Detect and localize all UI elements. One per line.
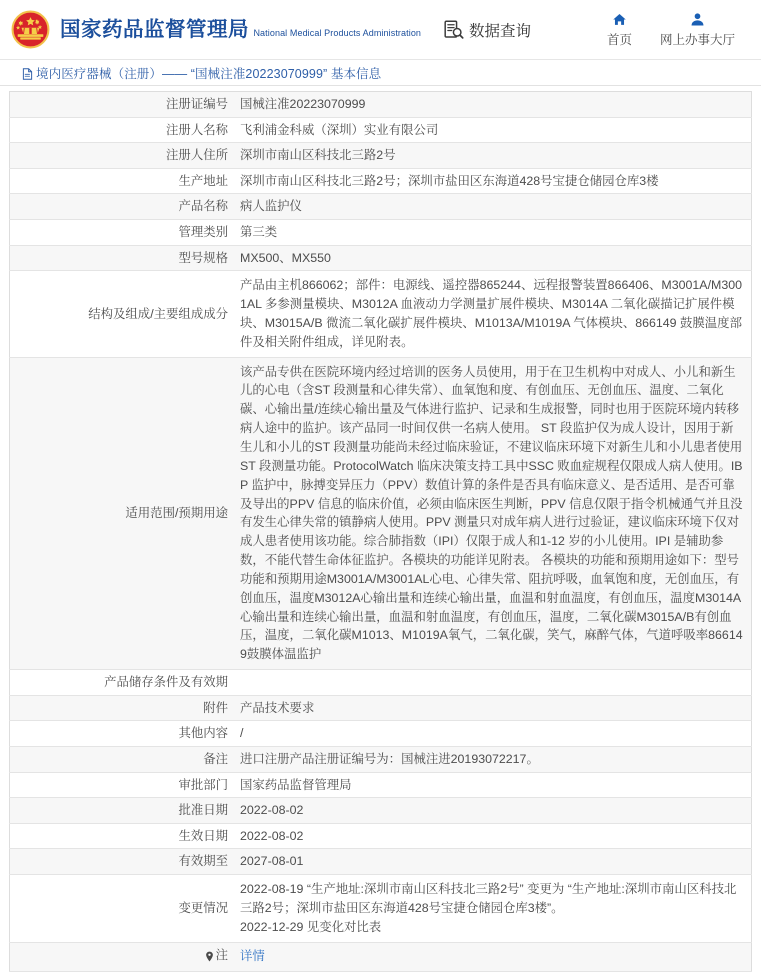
- note-detail-link[interactable]: 详情: [240, 949, 265, 964]
- row-value: 2022-08-02: [240, 828, 304, 843]
- table-row: [10, 168, 752, 194]
- site-header: [0, 0, 761, 59]
- nav-item-online-hall[interactable]: [660, 11, 735, 48]
- row-label: 注册人名称: [166, 122, 228, 137]
- row-label: 其他内容: [178, 726, 228, 741]
- row-label: 产品名称: [10, 194, 235, 220]
- row-label: 批准日期: [10, 798, 235, 824]
- row-value: 飞利浦金科威（深圳）实业有限公司: [240, 122, 439, 137]
- table-row: [10, 772, 752, 798]
- brand-title-en: National Medical Products Administration: [253, 27, 422, 38]
- note-label-text: 注: [215, 947, 228, 962]
- table-row: [10, 849, 752, 875]
- table-row: [10, 357, 752, 670]
- row-value: 2027-08-01: [234, 849, 752, 875]
- table-row-change-history: [10, 875, 752, 943]
- row-label: 变更情况: [178, 900, 228, 915]
- table-row: [10, 721, 752, 747]
- row-label: 生产地址: [178, 173, 228, 188]
- row-value: 第三类: [240, 225, 278, 240]
- row-value: 深圳市南山区科技北三路2号: [234, 143, 752, 169]
- row-value: 2022-08-02: [234, 798, 752, 824]
- row-label: 适用范围/预期用途: [10, 357, 235, 670]
- table-row-note: [10, 942, 752, 971]
- data-query-label: 数据查询: [469, 22, 532, 40]
- row-value: 国家药品监督管理局: [240, 777, 352, 792]
- table-row: [10, 220, 752, 246]
- table-row: [10, 245, 752, 271]
- change-history-line: 2022-12-29 见变化对比表: [240, 919, 382, 934]
- row-label: 型号规格: [10, 245, 235, 271]
- row-value: MX500、MX550: [234, 245, 752, 271]
- detail-table-wrap: [0, 86, 761, 972]
- table-row: [10, 746, 752, 772]
- china-national-emblem-icon: [10, 9, 51, 50]
- nav-item-home[interactable]: [607, 11, 632, 48]
- user-icon: [689, 11, 706, 28]
- row-label: 有效期至: [10, 849, 235, 875]
- breadcrumb-text: 境内医疗器械（注册）—— “国械注准20223070999” 基本信息: [36, 66, 382, 81]
- row-value: /: [240, 726, 244, 741]
- row-value: 国械注准20223070999: [234, 92, 752, 118]
- row-label: 附件: [10, 695, 235, 721]
- row-label: 备注: [10, 746, 235, 772]
- table-row: [10, 695, 752, 721]
- row-label: 审批部门: [178, 777, 228, 792]
- table-row: [10, 823, 752, 849]
- table-row: [10, 92, 752, 118]
- row-value: 产品技术要求: [234, 695, 752, 721]
- breadcrumb: [0, 59, 761, 86]
- brand-block: [10, 9, 421, 50]
- row-label-note: [10, 942, 235, 971]
- document-icon: [22, 67, 33, 79]
- table-row: [10, 271, 752, 357]
- row-value: 深圳市南山区科技北三路2号；深圳市盐田区东海道428号宝捷仓储园仓库3楼: [240, 173, 659, 188]
- detail-table-body: [10, 92, 752, 972]
- row-value: 病人监护仪: [234, 194, 752, 220]
- data-query-link[interactable]: [443, 19, 531, 41]
- row-value-note: [234, 942, 752, 971]
- row-value: 该产品专供在医院环境内经过培训的医务人员使用，用于在卫生机构中对成人、小儿和新生儿的心电（含ST 段测量和心律失常）、血氧饱和度、有创血压、无创血压、温度、二氧化碳、心输出量/连续心输出量及气体进行监护、记录和生成报警，同时也用于医院环境内转移病人途中的监护。该产品同一时间仅供一名病人使用。 ST 段监护仅为成人设计，因用于新生儿和小儿的ST 段测量功能尚未经过临床验证，不建议临床环境下对新生儿和小儿患者使用ST 段测量功能。ProtocolWatch 临床决策支持工具中SSC 败血症规程仅限成人病人使用。IBP 监护中，脉搏变异压力（PPV）数值计算的条件是否具有临床意义、是否适用、是否可靠及导出的PPV 信息的临床价值，必须由临床医生判断，PPV 信息仅限于指令机械通气并且没有发生心律失常的镇静病人使用。PPV 测量只对成年病人进行过验证，建议临床环境下仅对成人患者使用该功能。综合肺指数（IPI）仅限于成人和1-12 岁的小儿使用。IPI 是辅助参数，不能代替生命体征监护。各模块的功能详见附表。 各模块的功能和预期用途如下：型号功能和预期用途M3001A/M3001AL心电、心律失常、阻抗呼吸，血氧饱和度，无创血压，有创血压，温度M3012A心输出量和连续心输出量，血温和射血温度，有创血压，温度M3014A心输出量和连续心输出量，血温和射血温度，有创血压，温度，二氧化碳M3015A/B有创血压，温度，二氧化碳M1013、M1019A氧气，二氧化碳，笑气，麻醉气体，气道呼吸率866149鼓膜体温监护: [234, 357, 752, 670]
- row-label: 产品储存条件及有效期: [104, 675, 228, 690]
- row-label: 结构及组成/主要组成成分: [88, 306, 228, 321]
- row-label: 管理类别: [178, 225, 228, 240]
- nav-label-online-hall: 网上办事大厅: [659, 33, 735, 47]
- row-value: [234, 875, 752, 943]
- brand-title-cn: 国家药品监督管理局: [60, 17, 249, 41]
- row-value: 进口注册产品注册证编号为：国械注进20193072217。: [234, 746, 752, 772]
- header-nav: [607, 11, 747, 48]
- row-value: [234, 670, 752, 696]
- table-row: [10, 670, 752, 696]
- document-search-icon: [443, 19, 464, 41]
- row-label: 注册人住所: [10, 143, 235, 169]
- table-row: [10, 194, 752, 220]
- change-history-line: 2022-08-19 “生产地址:深圳市南山区科技北三路2号” 变更为 “生产地址:深圳市南山区科技北三路2号；深圳市盐田区东海道428号宝捷仓储园仓库3楼”。: [240, 882, 737, 915]
- note-label-inner: [205, 946, 228, 965]
- row-label: 注册证编号: [10, 92, 235, 118]
- table-row: [10, 143, 752, 169]
- row-label: 生效日期: [178, 828, 228, 843]
- table-row: [10, 117, 752, 143]
- table-row: [10, 798, 752, 824]
- row-value: 产品由主机866062；部件：电源线、遥控器865244、远程报警装置866406、M3001A/M3001AL 多参测量模块、M3012A 血液动力学测量扩展件模块、M3014A 二氧化碳描记扩展件模块、M3015A/B 微流二氧化碳扩展件模块、M1013A/M1019A 气体模块、866149 鼓膜温度部件及相关附件组成，详见附表。: [240, 278, 743, 349]
- registration-detail-table: [9, 91, 752, 972]
- brand-text: [60, 19, 421, 41]
- nav-label-home: 首页: [606, 33, 632, 47]
- home-icon: [611, 11, 628, 28]
- pin-icon: [205, 949, 214, 960]
